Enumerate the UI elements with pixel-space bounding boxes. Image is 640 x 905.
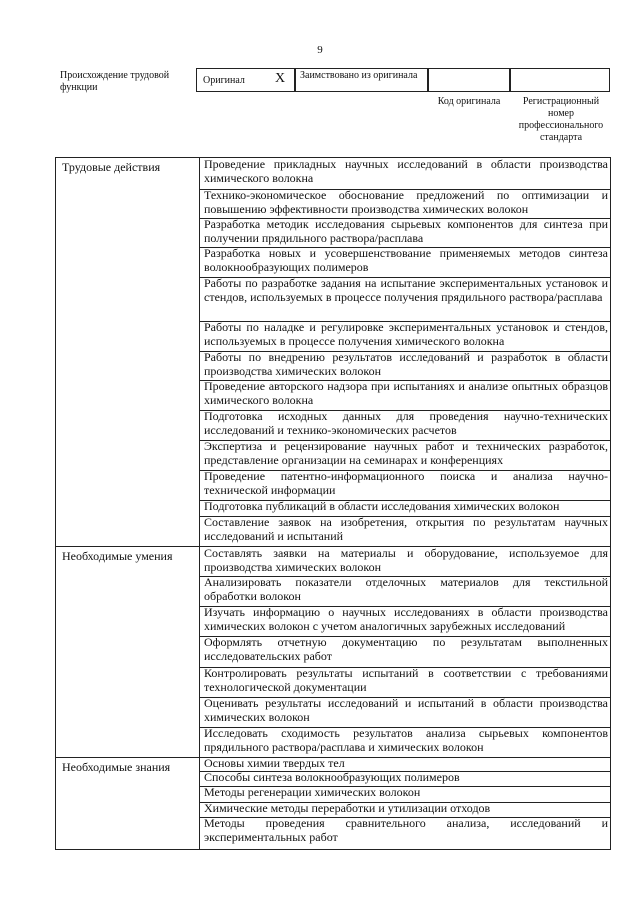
list-item: Подготовка исходных данных для проведения научно-технических исследований и технико-экономических расчетов (204, 409, 608, 437)
list-item: Составлять заявки на материалы и оборудование, используемое для производства химических волокон (204, 546, 608, 574)
reg-caption: Регистрационный номер профессионального стандарта (518, 96, 604, 143)
list-item: Экспертиза и рецензирование научных работ и технических разработок, представление организации на семинарах и конференциях (204, 439, 608, 467)
list-item: Способы синтеза волокнообразующих полимеров (204, 770, 460, 784)
section-divider (55, 546, 200, 547)
list-item: Основы химии твердых тел (204, 756, 345, 770)
list-item: Разработка методик исследования сырьевых компонентов для синтеза при получении прядильного раствора/расплава (204, 217, 608, 245)
list-item: Методы проведения сравнительного анализа, исследований и экспериментальных работ (204, 816, 608, 844)
list-item: Исследовать сходимость результатов анализа сырьевых компонентов прядильного раствора/расплава и химических волокон (204, 726, 608, 754)
list-item: Проведение прикладных научных исследований в области производства химического волокна (204, 157, 608, 185)
table-right-border (610, 157, 611, 850)
section-label-labor-actions: Трудовые действия (62, 160, 161, 174)
list-item: Проведение авторского надзора при испытаниях и анализе опытных образцов химического волокна (204, 379, 608, 407)
code-caption: Код оригинала (437, 96, 501, 107)
list-item: Подготовка публикаций в области исследования химических волокон (204, 499, 560, 513)
table-bottom-border (55, 849, 611, 850)
section-divider (55, 757, 200, 758)
list-item: Работы по наладке и регулировке экспериментальных установок и стендов, используемых в процессе получения химического волокна (204, 320, 608, 348)
borrowed-label: Заимствовано из оригинала (300, 70, 418, 81)
section-label-required-skills: Необходимые умения (62, 549, 173, 563)
section-label-required-knowledge: Необходимые знания (62, 760, 171, 774)
list-item: Проведение патентно-информационного поиска и анализа научно-технической информации (204, 469, 608, 497)
list-item: Работы по разработке задания на испытание экспериментальных установок и стендов, используемых в процессе получения прядильного раствора/расплава (204, 276, 608, 304)
page-number: 9 (317, 44, 323, 56)
original-label: Оригинал (203, 75, 245, 86)
list-item: Технико-экономическое обоснование предложений по оптимизации и повышению эффективности производства химических волокон (204, 188, 608, 216)
table-left-border (55, 157, 56, 850)
original-mark: X (275, 71, 286, 86)
list-item: Методы регенерации химических волокон (204, 785, 421, 799)
list-item: Работы по внедрению результатов исследований и разработок в области производства химических волокон (204, 350, 608, 378)
code-cell (428, 68, 510, 92)
origin-label: Происхождение трудовой функции (60, 70, 170, 93)
list-item: Химические методы переработки и утилизации отходов (204, 801, 491, 815)
table-column-divider (199, 157, 200, 850)
list-item: Оценивать результаты исследований и испытаний в области производства химических волокон (204, 696, 608, 724)
list-item: Оформлять отчетную документацию по результатам выполненных исследовательских работ (204, 635, 608, 663)
original-cell (196, 68, 295, 92)
list-item: Изучать информацию о научных исследованиях в области производства химических волокон с учетом аналогичных зарубежных исследований (204, 605, 608, 633)
reg-number-cell (510, 68, 610, 92)
list-item: Составление заявок на изобретения, открытия по результатам научных исследований и испытаний (204, 515, 608, 543)
list-item: Контролировать результаты испытаний в соответствии с требованиями технологической документации (204, 666, 608, 694)
list-item: Разработка новых и усовершенствование применяемых методов синтеза волокнообразующих полимеров (204, 246, 608, 274)
list-item: Анализировать показатели отделочных материалов для текстильной обработки волокон (204, 575, 608, 603)
borrowed-cell (295, 68, 428, 92)
